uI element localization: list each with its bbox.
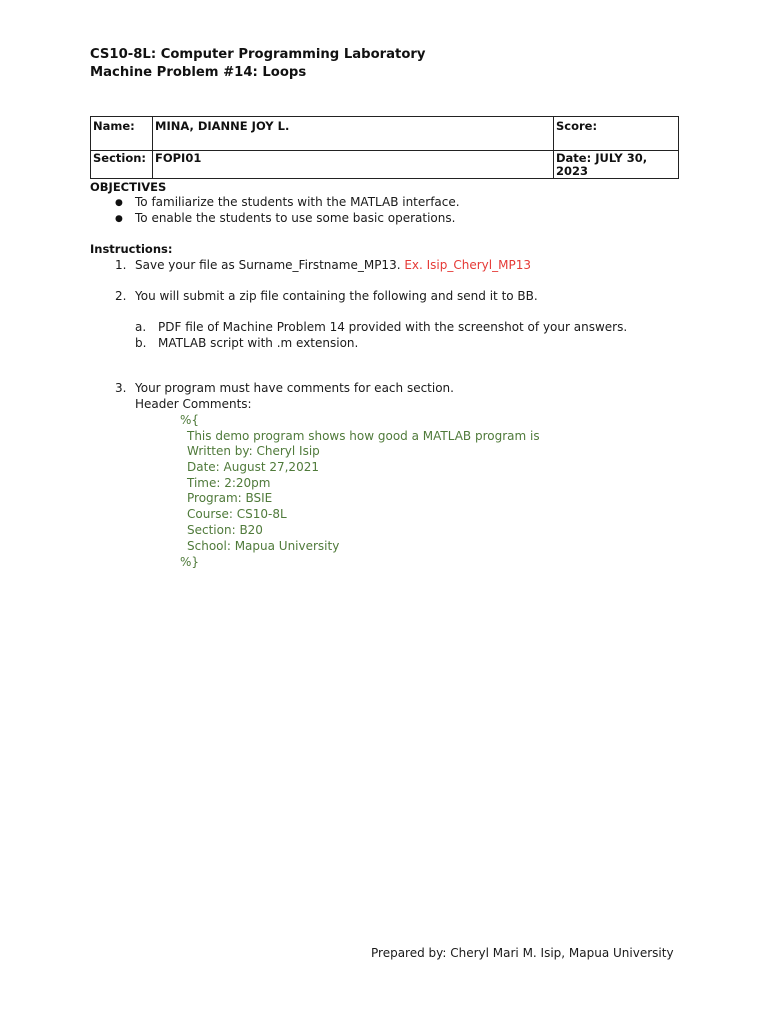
comment-line: Course: CS10-8L (187, 507, 287, 521)
instruction-number: 3. (115, 381, 127, 395)
objectives-heading: OBJECTIVES (90, 180, 167, 194)
instruction-item-1 (135, 258, 531, 272)
comment-line: School: Mapua University (187, 539, 340, 553)
info-row-section (91, 151, 679, 179)
instruction-item-3: Your program must have comments for each section. (135, 381, 454, 395)
course-title: CS10-8L: Computer Programming Laboratory (90, 47, 426, 62)
sub-item-label: b. (135, 336, 147, 350)
instruction-item-2: You will submit a zip file containing the following and send it to BB. (135, 289, 538, 303)
comment-line: Program: BSIE (187, 491, 273, 505)
instruction-text: Save your file as Surname_Firstname_MP13. (135, 258, 405, 272)
info-row-name (91, 117, 679, 151)
objective-item: To enable the students to use some basic operations. (135, 211, 456, 225)
instructions-heading: Instructions: (90, 242, 173, 256)
student-info-table (90, 116, 679, 179)
sub-item-a: PDF file of Machine Problem 14 provided with the screenshot of your answers. (158, 320, 628, 334)
header-comments-label: Header Comments: (135, 397, 252, 411)
bullet-icon: ● (115, 198, 123, 208)
instruction-number: 1. (115, 258, 127, 272)
comment-line: Written by: Cheryl Isip (187, 444, 320, 458)
instruction-number: 2. (115, 289, 127, 303)
comment-line: Date: August 27,2021 (187, 460, 319, 474)
bullet-icon: ● (115, 214, 123, 224)
score-label: Score: (554, 117, 679, 151)
name-value: MINA, DIANNE JOY L. (153, 117, 554, 151)
filename-example: Ex. Isip_Cheryl_MP13 (404, 258, 531, 272)
comment-line: Time: 2:20pm (187, 476, 271, 490)
section-value: FOPI01 (153, 151, 554, 179)
comment-open: %{ (180, 413, 200, 427)
date-label: Date: JULY 30, 2023 (554, 151, 679, 179)
section-label: Section: (91, 151, 153, 179)
comment-line: This demo program shows how good a MATLAB program is (187, 429, 540, 443)
name-label: Name: (91, 117, 153, 151)
objective-item: To familiarize the students with the MATLAB interface. (135, 195, 460, 209)
problem-title: Machine Problem #14: Loops (90, 65, 307, 80)
prepared-by-footer: Prepared by: Cheryl Mari M. Isip, Mapua University (371, 946, 674, 960)
sub-item-label: a. (135, 320, 147, 334)
comment-close: %} (180, 555, 200, 569)
sub-item-b: MATLAB script with .m extension. (158, 336, 359, 350)
comment-line: Section: B20 (187, 523, 263, 537)
